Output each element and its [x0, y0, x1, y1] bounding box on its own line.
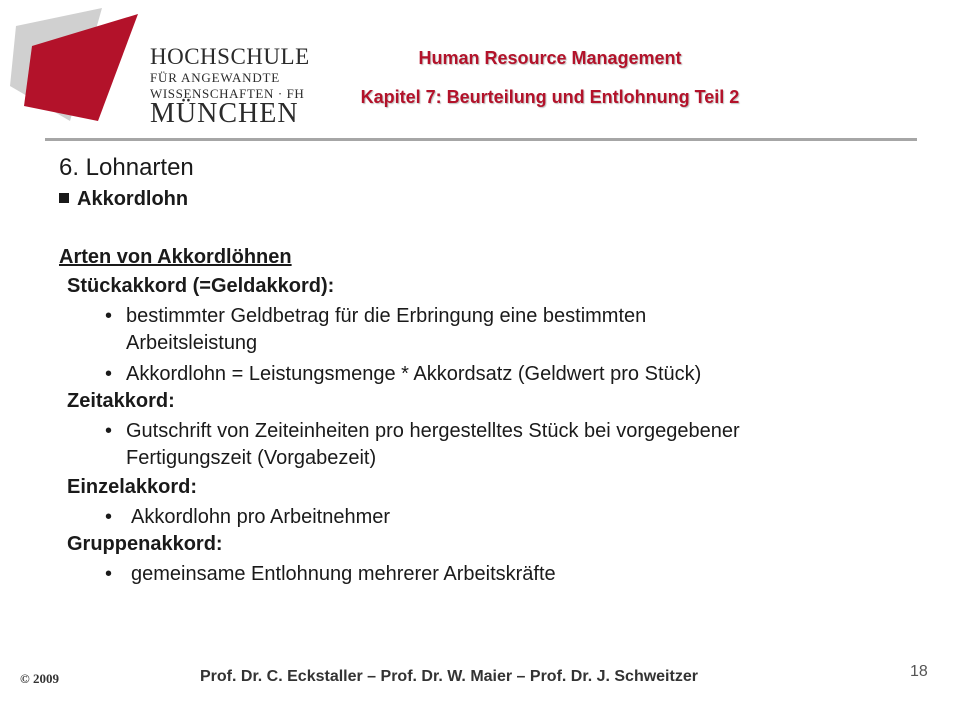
logo-line-1: HOCHSCHULE	[150, 44, 310, 69]
logo-mark-icon	[10, 6, 160, 121]
page-number: 18	[910, 663, 928, 680]
bullet-icon: •	[105, 420, 113, 442]
logo-line-4: MÜNCHEN	[150, 98, 299, 129]
logo-line-2: FÜR ANGEWANDTE	[150, 70, 281, 85]
category-title: Gruppenakkord:	[67, 533, 223, 555]
section-title: 6. Lohnarten	[59, 154, 194, 181]
bullet-icon: •	[105, 563, 113, 585]
topic-row	[59, 188, 188, 211]
list-item-line: Gutschrift von Zeiteinheiten pro hergestelltes Stück bei vorgegebener	[126, 420, 740, 442]
copyright-notice: © 2009	[20, 671, 59, 686]
logo-line-3: WISSENSCHAFTEN · FH	[150, 86, 305, 101]
course-title: Human Resource Management	[418, 48, 682, 68]
university-logo	[10, 6, 310, 129]
category-title: Stückakkord (=Geldakkord):	[67, 275, 335, 297]
list-item-line: gemeinsame Entlohnung mehrerer Arbeitskräfte	[131, 563, 556, 585]
square-bullet-icon	[59, 193, 69, 203]
authors-line: Prof. Dr. C. Eckstaller – Prof. Dr. W. Maier – Prof. Dr. J. Schweitzer	[200, 668, 698, 685]
list-item-line: Arbeitsleistung	[126, 332, 258, 354]
category-title: Zeitakkord:	[67, 390, 175, 412]
list-item-line: bestimmter Geldbetrag für die Erbringung eine bestimmten	[126, 305, 647, 327]
topic-label: Akkordlohn	[77, 188, 189, 210]
types-heading: Arten von Akkordlöhnen	[59, 246, 292, 268]
list-item-line: Akkordlohn pro Arbeitnehmer	[131, 506, 391, 528]
list-item-line: Fertigungszeit (Vorgabezeit)	[126, 447, 377, 469]
bullet-icon: •	[105, 506, 113, 528]
category-title: Einzelakkord:	[67, 476, 198, 498]
list-item-line: Akkordlohn = Leistungsmenge * Akkordsatz (Geldwert pro Stück)	[126, 363, 702, 385]
header-divider	[45, 138, 917, 141]
bullet-icon: •	[105, 363, 113, 385]
chapter-title: Kapitel 7: Beurteilung und Entlohnung Teil 2	[360, 87, 740, 107]
bullet-icon: •	[105, 305, 113, 327]
